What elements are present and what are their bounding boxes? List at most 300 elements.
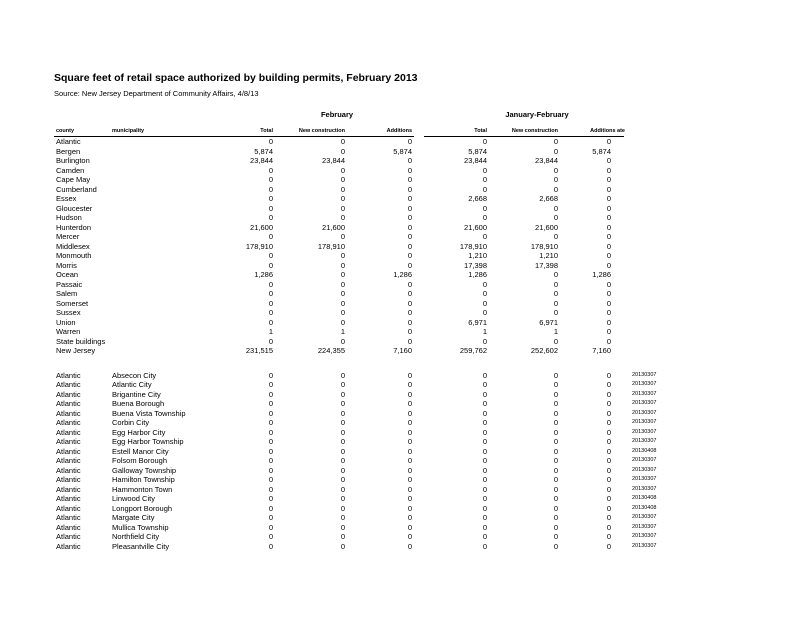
jf-additions-cell: 1,286 <box>592 270 611 279</box>
feb-additions-cell: 0 <box>407 522 412 532</box>
county-row <box>0 204 800 214</box>
jf-new-construction-cell: 0 <box>553 427 558 437</box>
jf-additions-cell: 0 <box>606 260 611 270</box>
county-cell: Camden <box>56 165 85 175</box>
municipality-row <box>0 542 800 552</box>
feb-additions-cell: 0 <box>407 327 412 336</box>
county-row <box>0 223 800 233</box>
feb-total-cell: 0 <box>268 203 273 213</box>
jf-new-construction-cell: 0 <box>553 494 558 503</box>
feb-additions-cell: 0 <box>407 156 412 165</box>
jf-new-construction-cell: 0 <box>553 437 558 446</box>
feb-total-cell: 0 <box>268 494 273 503</box>
feb-new-construction-cell: 0 <box>340 203 345 213</box>
report-date-cell: 20130307 <box>632 371 657 378</box>
county-cell: Atlantic <box>56 437 81 446</box>
feb-new-construction-cell: 0 <box>340 194 345 203</box>
jf-new-construction-cell: 178,910 <box>530 241 558 251</box>
column-header-feb-additions: Additions <box>386 128 412 134</box>
jf-total-cell: 0 <box>482 232 487 241</box>
feb-additions-cell: 0 <box>407 317 412 327</box>
jf-additions-cell: 0 <box>606 241 611 251</box>
feb-new-construction-cell: 0 <box>340 380 345 389</box>
feb-additions-cell: 0 <box>407 370 412 380</box>
jf-total-cell: 0 <box>482 308 487 317</box>
feb-new-construction-cell: 0 <box>340 522 345 532</box>
jf-total-cell: 0 <box>482 494 487 503</box>
jf-additions-cell: 0 <box>606 532 611 541</box>
feb-new-construction-cell: 0 <box>340 165 345 175</box>
jf-total-cell: 259,762 <box>459 346 487 355</box>
jf-additions-cell: 0 <box>606 327 611 336</box>
jf-total-cell: 0 <box>482 484 487 494</box>
jf-total-cell: 6,971 <box>468 317 487 327</box>
feb-additions-cell: 7,160 <box>393 346 412 355</box>
feb-additions-cell: 0 <box>407 389 412 399</box>
feb-new-construction-cell: 0 <box>340 289 345 298</box>
jf-additions-cell: 0 <box>606 279 611 289</box>
report-date-cell: 20130307 <box>632 523 657 530</box>
county-cell: Atlantic <box>56 465 81 475</box>
municipality-row <box>0 456 800 466</box>
jf-new-construction-cell: 0 <box>553 541 558 551</box>
feb-additions-cell: 0 <box>407 427 412 437</box>
municipality-row <box>0 437 800 447</box>
county-row <box>0 299 800 309</box>
jf-new-construction-cell: 0 <box>553 175 558 184</box>
jf-new-construction-cell: 0 <box>553 289 558 298</box>
municipality-row <box>0 475 800 485</box>
feb-additions-cell: 0 <box>407 289 412 298</box>
jf-total-cell: 1,210 <box>468 251 487 260</box>
feb-new-construction-cell: 0 <box>340 184 345 194</box>
feb-additions-cell: 0 <box>407 184 412 194</box>
municipality-cell: Mullica Township <box>112 522 169 532</box>
jf-total-cell: 0 <box>482 380 487 389</box>
feb-new-construction-cell: 0 <box>340 146 345 156</box>
jf-new-construction-cell: 0 <box>553 213 558 222</box>
jf-total-cell: 0 <box>482 437 487 446</box>
feb-additions-cell: 0 <box>407 541 412 551</box>
feb-additions-cell: 0 <box>407 437 412 446</box>
feb-total-cell: 0 <box>268 175 273 184</box>
county-cell: Sussex <box>56 308 81 317</box>
feb-new-construction-cell: 0 <box>340 408 345 418</box>
jf-total-cell: 0 <box>482 370 487 380</box>
report-date-cell: 20130408 <box>632 495 657 501</box>
jf-new-construction-cell: 0 <box>553 184 558 194</box>
feb-total-cell: 0 <box>268 370 273 380</box>
municipality-cell: Corbin City <box>112 418 150 427</box>
feb-new-construction-cell: 0 <box>340 298 345 308</box>
county-cell: Essex <box>56 194 77 203</box>
feb-additions-cell: 0 <box>407 194 412 203</box>
feb-total-cell: 0 <box>268 513 273 522</box>
report-date-cell: 20130408 <box>632 447 657 454</box>
jf-total-cell: 0 <box>482 175 487 184</box>
feb-total-cell: 0 <box>268 465 273 475</box>
municipality-row <box>0 447 800 457</box>
jf-additions-cell: 0 <box>606 484 611 494</box>
feb-additions-cell: 0 <box>407 484 412 494</box>
county-cell: Warren <box>56 327 81 336</box>
jf-total-cell: 0 <box>482 522 487 532</box>
municipality-row <box>0 494 800 504</box>
jf-additions-cell: 0 <box>606 522 611 532</box>
column-header-jf-additions: Additions ate <box>590 128 625 134</box>
county-cell: Passaic <box>56 279 83 289</box>
feb-total-cell: 0 <box>268 389 273 399</box>
jf-total-cell: 0 <box>482 389 487 399</box>
feb-additions-cell: 0 <box>407 336 412 346</box>
jf-total-cell: 0 <box>482 289 487 298</box>
report-date-cell: 20130307 <box>632 542 657 549</box>
feb-total-cell: 0 <box>268 137 273 146</box>
county-cell: Atlantic <box>56 389 81 399</box>
jf-new-construction-cell: 0 <box>553 380 558 389</box>
jf-total-cell: 0 <box>482 513 487 522</box>
feb-total-cell: 0 <box>268 279 273 289</box>
county-row <box>0 261 800 271</box>
jf-additions-cell: 0 <box>606 465 611 475</box>
jf-additions-cell: 0 <box>606 336 611 346</box>
feb-additions-cell: 0 <box>407 456 412 465</box>
municipality-row <box>0 371 800 381</box>
feb-total-cell: 0 <box>268 213 273 222</box>
county-cell: Atlantic <box>56 494 81 503</box>
feb-additions-cell: 5,874 <box>393 146 412 156</box>
jf-new-construction-cell: 21,600 <box>535 222 558 232</box>
feb-total-cell: 0 <box>268 308 273 317</box>
jf-additions-cell: 0 <box>606 203 611 213</box>
jf-new-construction-cell: 0 <box>553 146 558 156</box>
municipality-cell: Linwood City <box>112 494 155 503</box>
jf-total-cell: 0 <box>482 399 487 408</box>
feb-new-construction-cell: 0 <box>340 418 345 427</box>
feb-total-cell: 5,874 <box>254 146 273 156</box>
feb-new-construction-cell: 0 <box>340 213 345 222</box>
county-row <box>0 308 800 318</box>
jf-new-construction-cell: 17,398 <box>535 260 558 270</box>
feb-new-construction-cell: 0 <box>340 137 345 146</box>
jf-new-construction-cell: 0 <box>553 532 558 541</box>
municipality-cell: Hamilton Township <box>112 475 175 484</box>
county-cell: Atlantic <box>56 541 81 551</box>
feb-total-cell: 0 <box>268 522 273 532</box>
jf-new-construction-cell: 0 <box>553 456 558 465</box>
feb-new-construction-cell: 0 <box>340 251 345 260</box>
feb-additions-cell: 0 <box>407 213 412 222</box>
jf-additions-cell: 0 <box>606 175 611 184</box>
feb-new-construction-cell: 0 <box>340 389 345 399</box>
jf-total-cell: 0 <box>482 456 487 465</box>
county-cell: Cape May <box>56 175 91 184</box>
feb-additions-cell: 0 <box>407 241 412 251</box>
county-cell: Hunterdon <box>56 222 92 232</box>
feb-additions-cell: 0 <box>407 399 412 408</box>
county-cell: Atlantic <box>56 475 81 484</box>
feb-total-cell: 231,515 <box>245 346 273 355</box>
feb-additions-cell: 0 <box>407 298 412 308</box>
county-row <box>0 337 800 347</box>
feb-new-construction-cell: 23,844 <box>322 156 345 165</box>
feb-additions-cell: 0 <box>407 380 412 389</box>
feb-additions-cell: 0 <box>407 137 412 146</box>
county-cell: Gloucester <box>56 203 93 213</box>
jf-new-construction-cell: 0 <box>553 279 558 289</box>
feb-new-construction-cell: 0 <box>340 308 345 317</box>
feb-additions-cell: 0 <box>407 494 412 503</box>
municipality-row <box>0 428 800 438</box>
county-row <box>0 156 800 166</box>
feb-new-construction-cell: 0 <box>340 399 345 408</box>
county-cell: State buildings <box>56 336 106 346</box>
feb-total-cell: 1,286 <box>254 270 273 279</box>
municipality-row <box>0 409 800 419</box>
county-row <box>0 147 800 157</box>
report-date-cell: 20130307 <box>632 466 657 473</box>
county-cell: Hudson <box>56 213 82 222</box>
jf-additions-cell: 0 <box>606 137 611 146</box>
jf-additions-cell: 0 <box>606 370 611 380</box>
feb-total-cell: 0 <box>268 475 273 484</box>
jf-new-construction-cell: 0 <box>553 389 558 399</box>
jf-new-construction-cell: 0 <box>553 513 558 522</box>
jf-new-construction-cell: 1,210 <box>539 251 558 260</box>
jf-additions-cell: 0 <box>606 456 611 465</box>
municipality-row <box>0 390 800 400</box>
jf-new-construction-cell: 6,971 <box>539 317 558 327</box>
feb-new-construction-cell: 0 <box>340 475 345 484</box>
municipality-row <box>0 466 800 476</box>
feb-new-construction-cell: 0 <box>340 175 345 184</box>
jf-total-cell: 1,286 <box>468 270 487 279</box>
jf-new-construction-cell: 0 <box>553 408 558 418</box>
jf-new-construction-cell: 0 <box>553 370 558 380</box>
county-row <box>0 251 800 261</box>
municipality-cell: Egg Harbor Township <box>112 437 184 446</box>
county-cell: Atlantic <box>56 399 81 408</box>
jf-additions-cell: 0 <box>606 184 611 194</box>
municipality-row <box>0 418 800 428</box>
jf-new-construction-cell: 0 <box>553 308 558 317</box>
feb-total-cell: 0 <box>268 456 273 465</box>
column-header-feb-total: Total <box>260 128 273 134</box>
feb-new-construction-cell: 0 <box>340 503 345 513</box>
jf-additions-cell: 0 <box>606 494 611 503</box>
column-header-feb-new-construction: New construction <box>298 128 345 134</box>
report-date-cell: 20130307 <box>632 476 657 482</box>
jf-total-cell: 0 <box>482 137 487 146</box>
jf-new-construction-cell: 0 <box>553 465 558 475</box>
feb-new-construction-cell: 0 <box>340 317 345 327</box>
column-header-municipality: municipality <box>112 128 145 134</box>
feb-additions-cell: 0 <box>407 465 412 475</box>
feb-additions-cell: 0 <box>407 175 412 184</box>
county-cell: Atlantic <box>56 137 81 146</box>
jf-additions-cell: 7,160 <box>592 346 611 355</box>
feb-additions-cell: 0 <box>407 446 412 456</box>
feb-total-cell: 0 <box>268 418 273 427</box>
jf-total-cell: 0 <box>482 213 487 222</box>
county-cell: Burlington <box>56 156 90 165</box>
jf-total-cell: 0 <box>482 475 487 484</box>
jf-new-construction-cell: 0 <box>553 298 558 308</box>
feb-total-cell: 0 <box>268 437 273 446</box>
county-row <box>0 194 800 204</box>
feb-total-cell: 0 <box>268 251 273 260</box>
jf-new-construction-cell: 252,602 <box>530 346 558 355</box>
feb-additions-cell: 0 <box>407 475 412 484</box>
county-cell: Ocean <box>56 270 79 279</box>
jf-additions-cell: 0 <box>606 503 611 513</box>
feb-additions-cell: 0 <box>407 408 412 418</box>
municipality-row <box>0 532 800 542</box>
section-gap <box>0 356 800 371</box>
feb-new-construction-cell: 0 <box>340 437 345 446</box>
jf-additions-cell: 0 <box>606 308 611 317</box>
jf-additions-cell: 0 <box>606 418 611 427</box>
jf-total-cell: 5,874 <box>468 146 487 156</box>
jf-new-construction-cell: 0 <box>553 165 558 175</box>
jf-total-cell: 0 <box>482 408 487 418</box>
county-row <box>0 270 800 280</box>
feb-total-cell: 0 <box>268 399 273 408</box>
jf-additions-cell: 0 <box>606 408 611 418</box>
jf-total-cell: 1 <box>482 327 487 336</box>
feb-total-cell: 1 <box>268 327 273 336</box>
feb-new-construction-cell: 0 <box>340 456 345 465</box>
jf-additions-cell: 0 <box>606 251 611 260</box>
feb-additions-cell: 0 <box>407 260 412 270</box>
municipality-row <box>0 399 800 409</box>
feb-total-cell: 0 <box>268 165 273 175</box>
jf-new-construction-cell: 0 <box>553 270 558 279</box>
report-date-cell: 20130307 <box>632 457 657 463</box>
municipality-cell: Margate City <box>112 513 155 522</box>
report-date-cell: 20130307 <box>632 409 657 416</box>
feb-new-construction-cell: 1 <box>340 327 345 336</box>
jf-new-construction-cell: 0 <box>553 475 558 484</box>
report-date-cell: 20130307 <box>632 514 657 520</box>
feb-new-construction-cell: 0 <box>340 513 345 522</box>
jf-additions-cell: 0 <box>606 513 611 522</box>
county-cell: Salem <box>56 289 78 298</box>
feb-total-cell: 0 <box>268 289 273 298</box>
feb-additions-cell: 0 <box>407 513 412 522</box>
jf-total-cell: 0 <box>482 279 487 289</box>
feb-additions-cell: 0 <box>407 308 412 317</box>
feb-additions-cell: 0 <box>407 251 412 260</box>
county-cell: Atlantic <box>56 380 81 389</box>
feb-total-cell: 0 <box>268 503 273 513</box>
feb-total-cell: 0 <box>268 380 273 389</box>
jf-new-construction-cell: 0 <box>553 418 558 427</box>
feb-additions-cell: 0 <box>407 418 412 427</box>
municipality-cell: Pleasantville City <box>112 541 170 551</box>
jf-additions-cell: 0 <box>606 222 611 232</box>
jf-new-construction-cell: 0 <box>553 137 558 146</box>
jf-new-construction-cell: 0 <box>553 399 558 408</box>
county-cell: Cumberland <box>56 184 97 194</box>
feb-new-construction-cell: 0 <box>340 270 345 279</box>
feb-new-construction-cell: 0 <box>340 541 345 551</box>
jf-new-construction-cell: 1 <box>553 327 558 336</box>
feb-total-cell: 0 <box>268 184 273 194</box>
county-cell: Atlantic <box>56 532 81 541</box>
feb-total-cell: 0 <box>268 336 273 346</box>
jf-total-cell: 0 <box>482 203 487 213</box>
feb-additions-cell: 0 <box>407 503 412 513</box>
feb-new-construction-cell: 0 <box>340 532 345 541</box>
county-row <box>0 280 800 290</box>
feb-additions-cell: 0 <box>407 222 412 232</box>
feb-total-cell: 178,910 <box>245 241 273 251</box>
page-title: Square feet of retail space authorized by building permits, February 2013 <box>54 72 418 84</box>
feb-new-construction-cell: 0 <box>340 370 345 380</box>
feb-new-construction-cell: 0 <box>340 336 345 346</box>
report-date-cell: 20130307 <box>632 419 657 425</box>
jf-additions-cell: 0 <box>606 437 611 446</box>
jf-new-construction-cell: 23,844 <box>535 156 558 165</box>
report-date-cell: 20130307 <box>632 533 657 539</box>
feb-total-cell: 0 <box>268 317 273 327</box>
jf-new-construction-cell: 0 <box>553 446 558 456</box>
report-date-cell: 20130307 <box>632 381 657 387</box>
county-row <box>0 232 800 242</box>
county-row <box>0 213 800 223</box>
jf-additions-cell: 0 <box>606 475 611 484</box>
feb-new-construction-cell: 0 <box>340 484 345 494</box>
municipality-cell: Absecon City <box>112 370 157 380</box>
county-cell: Atlantic <box>56 418 81 427</box>
jf-total-cell: 17,398 <box>464 260 487 270</box>
county-row <box>0 289 800 299</box>
report-date-cell: 20130408 <box>632 504 657 511</box>
jf-additions-cell: 0 <box>606 194 611 203</box>
municipality-cell: Folsom Borough <box>112 456 168 465</box>
feb-total-cell: 0 <box>268 232 273 241</box>
feb-new-construction-cell: 178,910 <box>317 241 345 251</box>
jf-total-cell: 21,600 <box>464 222 487 232</box>
jf-total-cell: 0 <box>482 298 487 308</box>
feb-total-cell: 0 <box>268 532 273 541</box>
jf-total-cell: 0 <box>482 184 487 194</box>
feb-new-construction-cell: 0 <box>340 260 345 270</box>
municipality-cell: Egg Harbor City <box>112 427 166 437</box>
feb-total-cell: 0 <box>268 484 273 494</box>
jf-total-cell: 0 <box>482 503 487 513</box>
county-cell: Atlantic <box>56 456 81 465</box>
feb-additions-cell: 1,286 <box>393 270 412 279</box>
feb-total-cell: 0 <box>268 194 273 203</box>
jf-total-cell: 0 <box>482 532 487 541</box>
county-cell: Atlantic <box>56 513 81 522</box>
county-cell: Union <box>56 317 76 327</box>
jf-total-cell: 0 <box>482 541 487 551</box>
county-cell: Atlantic <box>56 427 81 437</box>
feb-total-cell: 23,844 <box>250 156 273 165</box>
feb-new-construction-cell: 0 <box>340 465 345 475</box>
jf-total-cell: 23,844 <box>464 156 487 165</box>
municipality-row <box>0 513 800 523</box>
feb-new-construction-cell: 0 <box>340 232 345 241</box>
feb-total-cell: 0 <box>268 298 273 308</box>
county-row <box>0 318 800 328</box>
county-cell: Monmouth <box>56 251 92 260</box>
municipality-cell: Buena Vista Township <box>112 408 186 418</box>
jf-total-cell: 0 <box>482 165 487 175</box>
